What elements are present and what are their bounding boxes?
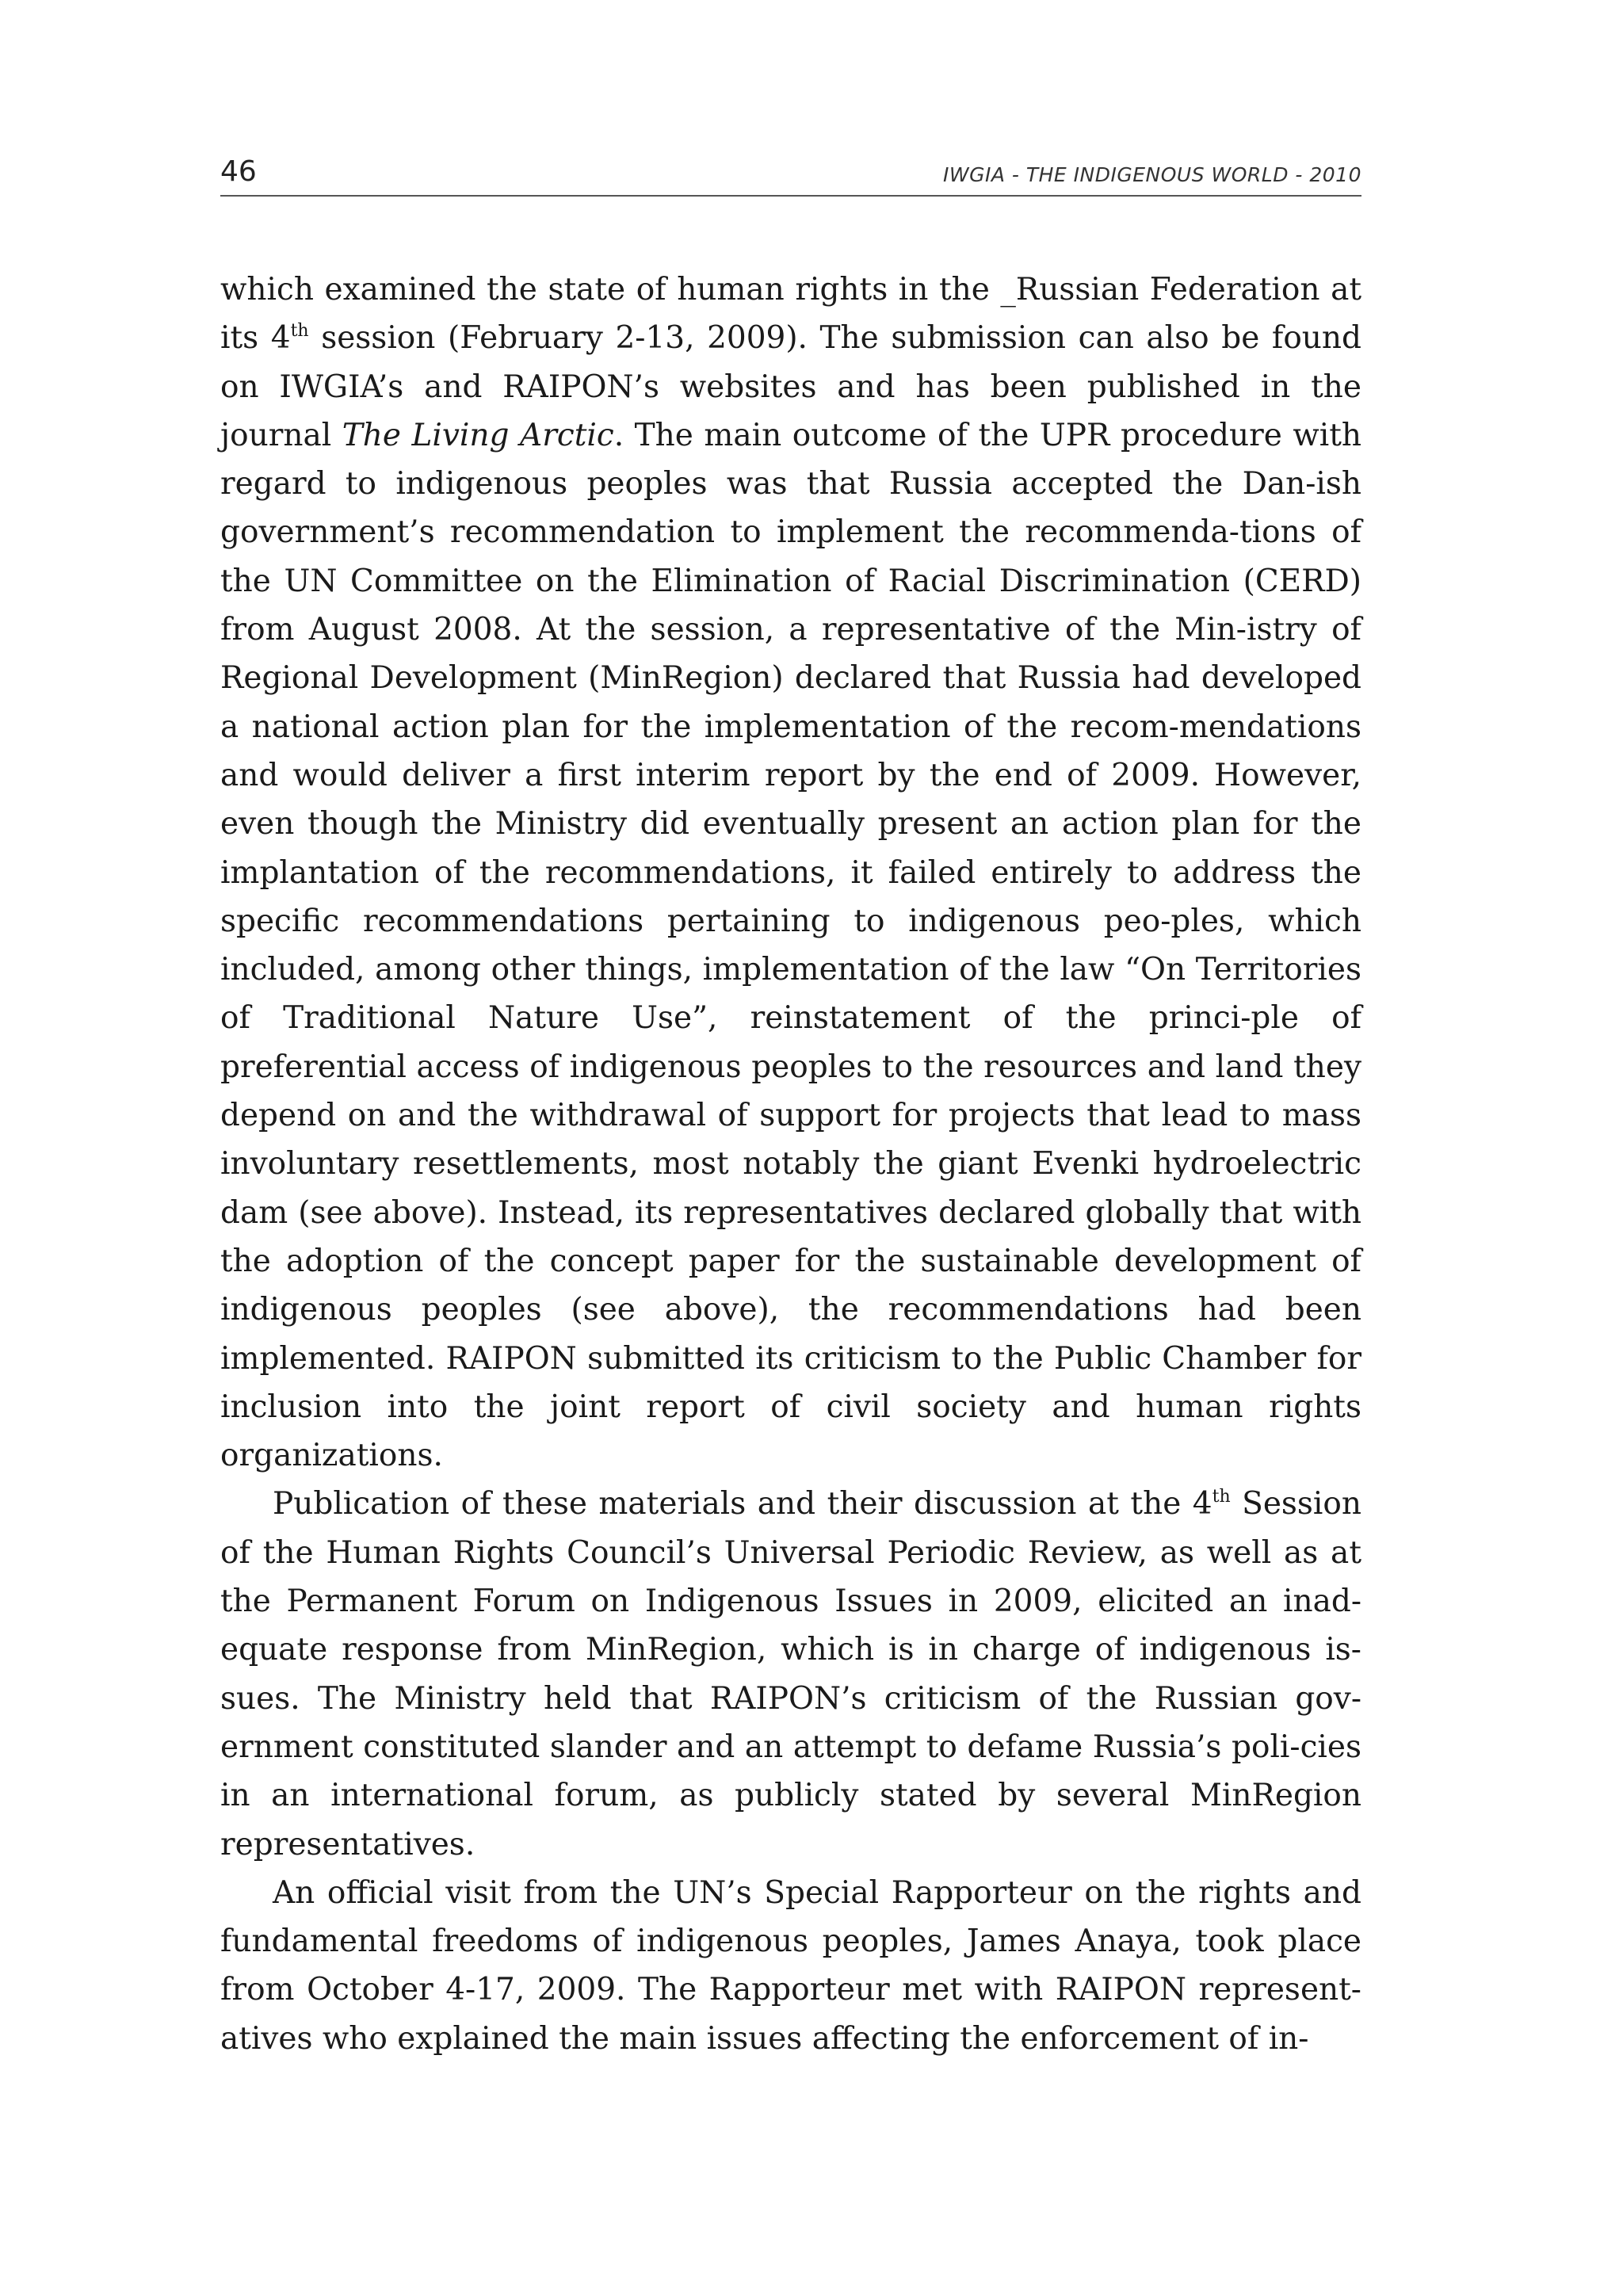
text-segment: Publication of these materials and their discussion at the 4	[273, 1486, 1212, 1522]
text-segment: An official visit from the UN’s Special Rapporteur on the rights and fundamental freedoms of indigenous peoples, James Anaya, took place from October 4-17, 2009. The Rapporteur met with RAIPON represent-atives who explained the main issues affecting the enforcement of in-	[220, 1874, 1361, 2057]
superscript-text: th	[1212, 1487, 1231, 1507]
body-text	[220, 266, 1361, 2063]
superscript-text: th	[290, 321, 309, 342]
text-segment: . The main outcome of the UPR procedure with regard to indigenous peoples was that Russia accepted the Dan-ish government’s recommendation to implement the recommenda-tions of the UN Committee on the Elimination of Racial Discrimination (CERD) from August 2008. At the session, a representative of the Min-istry of Regional Development (MinRegion) declared that Russia had developed a national action plan for the implementation of the recom-mendations and would deliver a first interim report by the end of 2009. However, even though the Ministry did eventually present an action plan for the implantation of the recommendations, it failed entirely to address the specific recommendations pertaining to indigenous peo-ples, which included, among other things, implementation of the law “On Territories of Traditional Nature Use”, reinstatement of the princi-ple of preferential access of indigenous peoples to the resources and land they depend on and the withdrawal of support for projects that lead to mass involuntary resettlements, most notably the giant Evenki hydroelectric dam (see above). Instead, its representatives declared globally that with the adoption of the concept paper for the sustainable development of indigenous peoples (see above), the recommendations had been implemented. RAIPON submitted its criticism to the Public Chamber for inclusion into the joint report of civil society and human rights organizations.	[220, 417, 1361, 1474]
page-header	[220, 155, 1361, 197]
text-segment: which examined the state of human rights in the _Russian Federation at its 4	[220, 272, 1361, 357]
paragraph	[220, 1480, 1361, 1868]
page-number: 46	[220, 155, 257, 188]
paragraph	[220, 1869, 1361, 2063]
paragraph	[220, 266, 1361, 1480]
text-segment: Session of the Human Rights Council’s Universal Periodic Review, as well as at the Permanent Forum on Indigenous Issues in 2009, elicited an inad-equate response from MinRegion, which is in charge of indigenous is-sues. The Ministry held that RAIPON’s criticism of the Russian gov-ernment constituted slander and an attempt to defame Russia’s poli-cies in an international forum, as publicly stated by several MinRegion representatives.	[220, 1486, 1362, 1862]
running-header-title: IWGIA - THE INDIGENOUS WORLD - 2010	[942, 163, 1361, 186]
italic-title: The Living Arctic	[342, 417, 614, 453]
text-segment: session (February 2-13, 2009). The submission can also be found on IWGIA’s and RAIPON’s websites and has been published in the journal	[220, 320, 1361, 453]
